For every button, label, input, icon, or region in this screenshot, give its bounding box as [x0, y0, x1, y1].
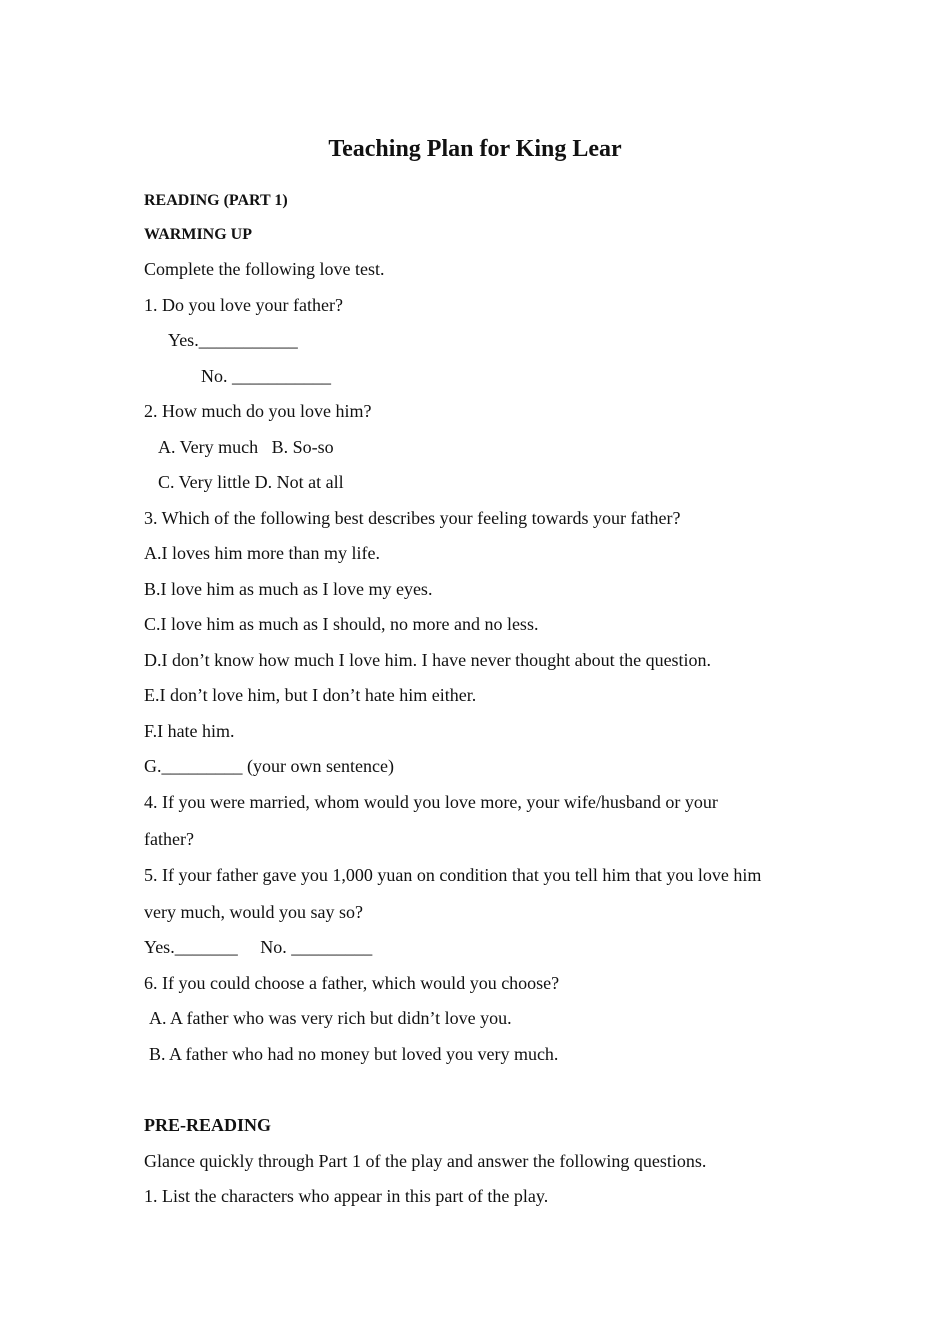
question-3-option-b: B.I love him as much as I love my eyes.: [144, 579, 433, 599]
question-2: 2. How much do you love him?: [144, 401, 372, 421]
question-1-yes-blank: Yes.___________: [168, 330, 298, 350]
section-heading-warming-up: WARMING UP: [144, 226, 252, 243]
question-2-options-row-1: A. Very much B. So-so: [158, 437, 334, 457]
question-5-answer-blanks: Yes._______ No. _________: [144, 937, 373, 957]
question-1: 1. Do you love your father?: [144, 295, 343, 315]
question-5-line-2: very much, would you say so?: [144, 902, 363, 922]
question-3-option-a: A.I loves him more than my life.: [144, 543, 380, 563]
question-6: 6. If you could choose a father, which would you choose?: [144, 973, 560, 993]
section-heading-reading: READING (PART 1): [144, 192, 288, 209]
question-4-line-1: 4. If you were married, whom would you love more, your wife/husband or your: [144, 792, 718, 812]
question-3-option-f: F.I hate him.: [144, 721, 235, 741]
question-3-option-e: E.I don’t love him, but I don’t hate him either.: [144, 685, 477, 705]
question-4-line-2: father?: [144, 829, 194, 849]
question-3-option-g: G._________ (your own sentence): [144, 756, 394, 776]
question-1-no-blank: No. ___________: [201, 366, 331, 386]
question-6-option-a: A. A father who was very rich but didn’t love you.: [149, 1008, 512, 1028]
document-title: Teaching Plan for King Lear: [328, 136, 622, 162]
question-3-option-c: C.I love him as much as I should, no more and no less.: [144, 614, 539, 634]
pre-reading-question-1: 1. List the characters who appear in this part of the play.: [144, 1186, 549, 1206]
question-6-option-b: B. A father who had no money but loved you very much.: [149, 1044, 559, 1064]
pre-reading-instruction: Glance quickly through Part 1 of the play and answer the following questions.: [144, 1151, 707, 1171]
section-heading-pre-reading: PRE-READING: [144, 1115, 272, 1135]
question-3-option-d: D.I don’t know how much I love him. I have never thought about the question.: [144, 650, 712, 670]
instruction-text: Complete the following love test.: [144, 259, 385, 279]
question-2-options-row-2: C. Very little D. Not at all: [158, 472, 344, 492]
question-3: 3. Which of the following best describes your feeling towards your father?: [144, 508, 681, 528]
question-5-line-1: 5. If your father gave you 1,000 yuan on condition that you tell him that you love him: [144, 865, 762, 885]
